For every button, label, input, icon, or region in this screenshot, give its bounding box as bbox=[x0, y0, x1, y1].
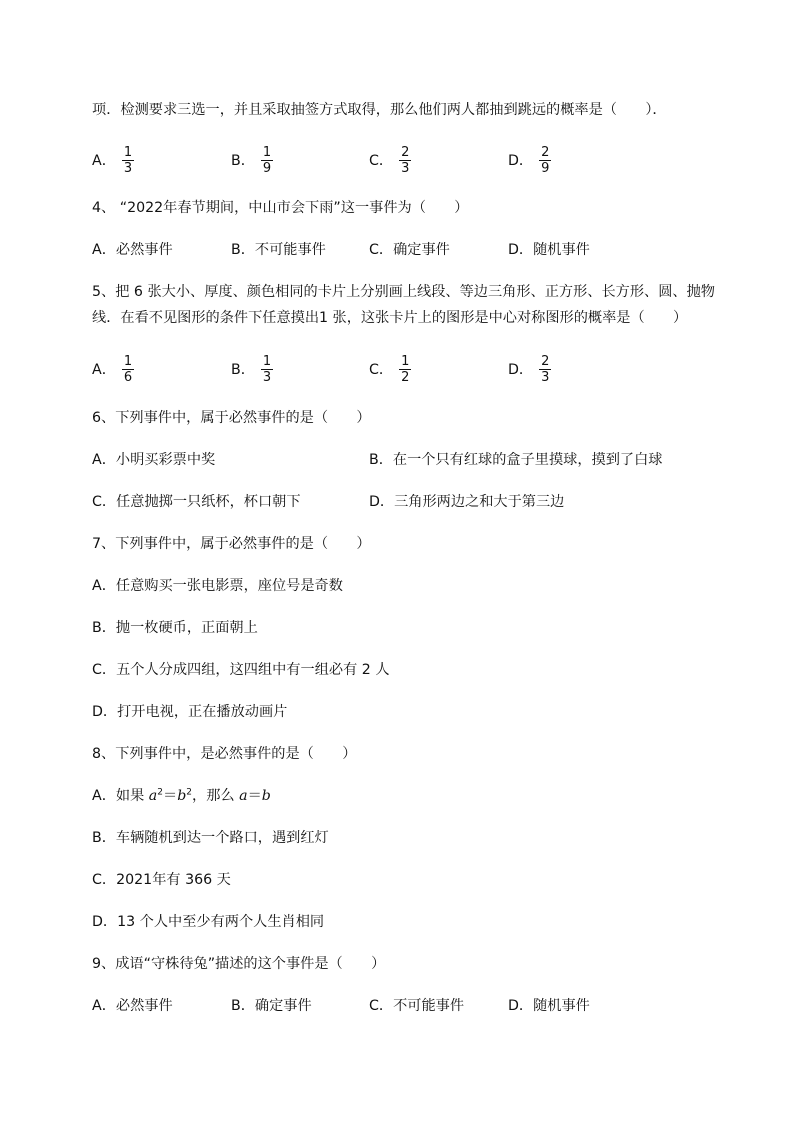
option-label: D． bbox=[508, 153, 534, 169]
numerator: 1 bbox=[123, 144, 133, 160]
q6-options-row1 bbox=[92, 450, 752, 470]
fraction bbox=[122, 145, 134, 176]
q7-option-b: B．抛一枚硬币，正面朝上 bbox=[92, 620, 258, 636]
q8-option-c: C．2021年有 366 天 bbox=[92, 872, 231, 888]
var-b: b bbox=[177, 788, 187, 804]
q9-option-b: B．确定事件 bbox=[231, 998, 312, 1014]
fraction bbox=[399, 354, 411, 385]
q9-option-c: C．不可能事件 bbox=[369, 998, 465, 1014]
option-label: D． bbox=[508, 362, 534, 378]
q6-stem: 6、下列事件中，属于必然事件的是（ ） bbox=[92, 410, 371, 426]
q9-options bbox=[92, 996, 752, 1016]
numerator: 1 bbox=[262, 144, 272, 160]
fraction bbox=[399, 145, 411, 176]
q3-options bbox=[92, 140, 752, 180]
q5-options bbox=[92, 349, 752, 389]
equals-sign: ＝ bbox=[162, 788, 178, 804]
numerator: 1 bbox=[401, 353, 410, 369]
option-label: C． bbox=[369, 153, 394, 169]
q7-option-d: D．打开电视，正在播放动画片 bbox=[92, 704, 288, 720]
q7-option-c: C．五个人分成四组，这四组中有一组必有 2 人 bbox=[92, 662, 390, 678]
fraction bbox=[539, 145, 551, 176]
option-label: A． bbox=[92, 362, 116, 378]
q6-option-d: D．三角形两边之和大于第三边 bbox=[369, 494, 565, 510]
q3-option-d bbox=[508, 140, 551, 180]
denominator: 3 bbox=[401, 160, 410, 176]
option-label: A． bbox=[92, 153, 116, 169]
q4-options bbox=[92, 240, 752, 260]
q4-option-b: B．不可能事件 bbox=[231, 242, 326, 258]
numerator: 1 bbox=[262, 353, 272, 369]
numerator: 2 bbox=[401, 144, 410, 160]
denominator: 3 bbox=[123, 160, 133, 176]
fraction bbox=[261, 354, 273, 385]
q5-option-c bbox=[369, 349, 411, 389]
option-label: B． bbox=[231, 362, 255, 378]
denominator: 2 bbox=[401, 369, 410, 385]
q7-option-a: A．任意购买一张电影票，座位号是奇数 bbox=[92, 578, 343, 594]
q8-stem: 8、下列事件中，是必然事件的是（ ） bbox=[92, 746, 357, 762]
fraction bbox=[261, 145, 273, 176]
var-b: b bbox=[261, 788, 271, 804]
numerator: 2 bbox=[541, 144, 550, 160]
q3-stem: 项．检测要求三选一，并且采取抽签方式取得，那么他们两人都抽到跳远的概率是（ ）． bbox=[92, 102, 667, 118]
fraction bbox=[539, 354, 551, 385]
q3-option-a bbox=[92, 140, 134, 180]
exponent: 2 bbox=[186, 787, 193, 798]
q5-option-d bbox=[508, 349, 551, 389]
q5-stem-line1: 5、把 6 张大小、厚度、颜色相同的卡片上分别画上线段、等边三角形、正方形、长方形、圆、抛物 bbox=[92, 284, 715, 300]
q8-option-a bbox=[92, 786, 271, 806]
denominator: 3 bbox=[262, 369, 272, 385]
q3-option-b bbox=[231, 140, 273, 180]
var-a: a bbox=[239, 788, 248, 804]
q4-stem: 4、 “2022年春节期间，中山市会下雨”这一事件为（ ） bbox=[92, 200, 469, 216]
q5-option-b bbox=[231, 349, 273, 389]
q4-option-a: A．必然事件 bbox=[92, 242, 173, 258]
option-a-prefix: A．如果 bbox=[92, 788, 149, 804]
option-label: B． bbox=[231, 153, 255, 169]
q9-stem: 9、成语“守株待兔”描述的这个事件是（ ） bbox=[92, 956, 386, 972]
denominator: 9 bbox=[262, 160, 272, 176]
option-a-middle: ，那么 bbox=[192, 788, 240, 804]
q6-option-a: A．小明买彩票中奖 bbox=[92, 452, 216, 468]
q8-option-b: B．车辆随机到达一个路口，遇到红灯 bbox=[92, 830, 329, 846]
exponent: 2 bbox=[157, 787, 163, 798]
var-a: a bbox=[148, 788, 158, 804]
q8-option-d: D．13 个人中至少有两个人生肖相同 bbox=[92, 914, 325, 930]
equals-sign: ＝ bbox=[247, 788, 262, 804]
q7-stem: 7、下列事件中，属于必然事件的是（ ） bbox=[92, 536, 371, 552]
denominator: 3 bbox=[541, 369, 550, 385]
numerator: 2 bbox=[541, 353, 550, 369]
fraction bbox=[122, 354, 134, 385]
q6-option-c: C．任意抛掷一只纸杯，杯口朝下 bbox=[92, 494, 301, 510]
q4-option-c: C．确定事件 bbox=[369, 242, 450, 258]
numerator: 1 bbox=[123, 353, 133, 369]
denominator: 9 bbox=[541, 160, 550, 176]
q9-option-d: D．随机事件 bbox=[508, 998, 590, 1014]
q5-option-a bbox=[92, 349, 134, 389]
option-label: C． bbox=[369, 362, 394, 378]
q6-options-row2 bbox=[92, 492, 752, 512]
q4-option-d: D．随机事件 bbox=[508, 242, 590, 258]
denominator: 6 bbox=[123, 369, 133, 385]
q6-option-b: B．在一个只有红球的盒子里摸球，摸到了白球 bbox=[369, 452, 663, 468]
q3-option-c bbox=[369, 140, 411, 180]
q9-option-a: A．必然事件 bbox=[92, 998, 173, 1014]
q5-stem-line2: 线．在看不见图形的条件下任意摸出1 张，这张卡片上的图形是中心对称图形的概率是（ ） bbox=[92, 310, 688, 326]
